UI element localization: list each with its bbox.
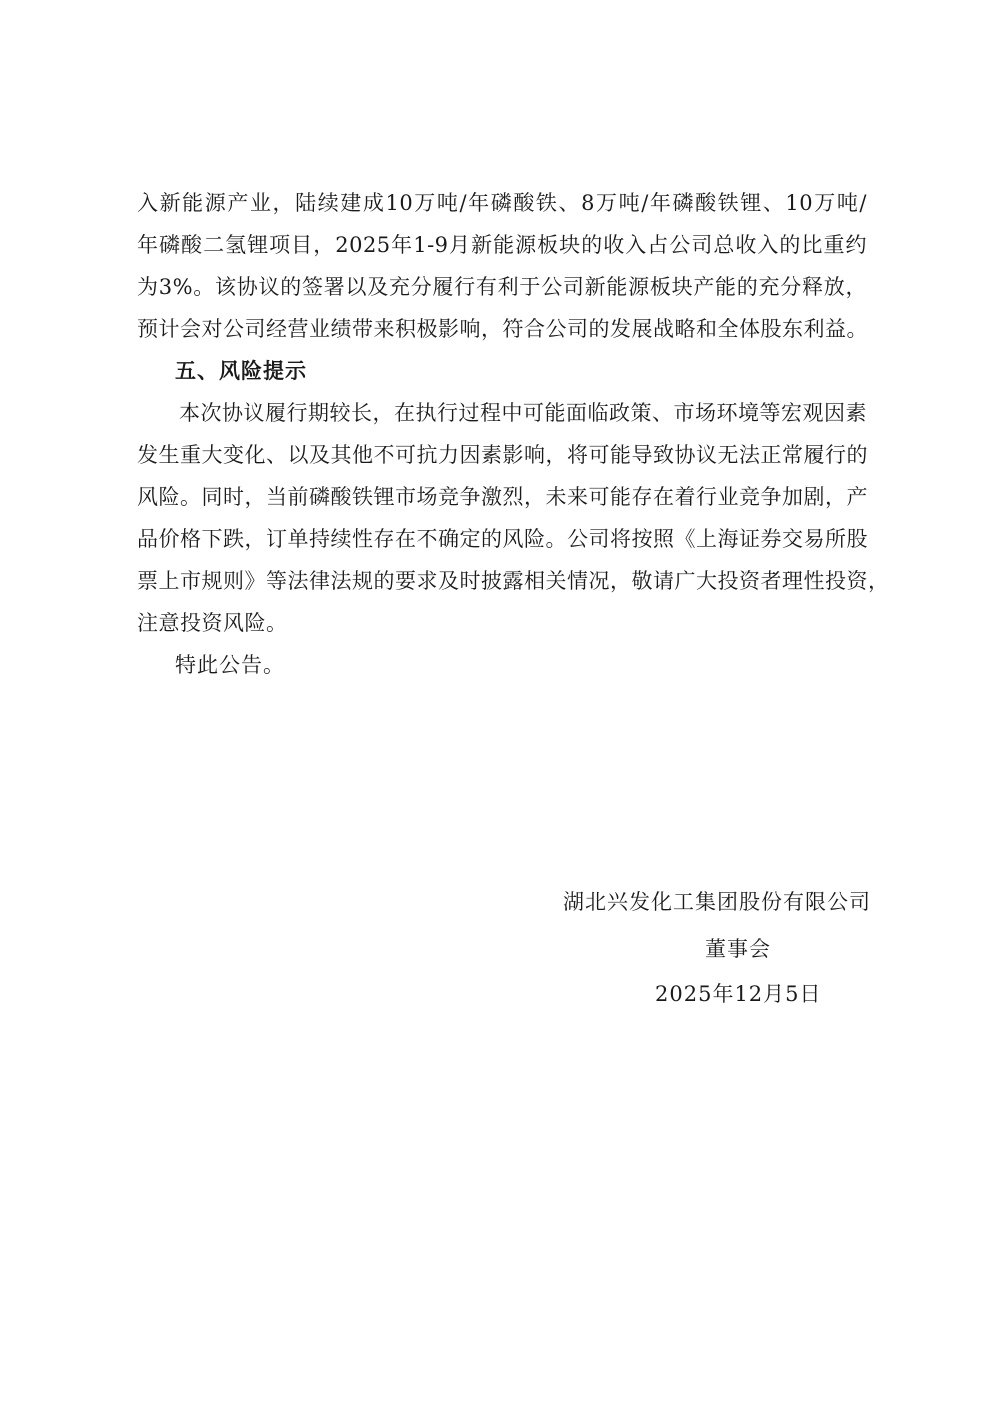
body-line: 发生重大变化、以及其他不可抗力因素影响，将可能导致协议无法正常履行的 [137, 443, 868, 467]
signature-date: 2025年12月5日 [655, 982, 822, 1006]
body-line: 注意投资风险。 [137, 611, 288, 635]
body-line: 品价格下跌，订单持续性存在不确定的风险。公司将按照《上海证券交易所股 [137, 527, 868, 551]
signature-board: 董事会 [705, 937, 771, 961]
closing-statement: 特此公告。 [175, 653, 285, 677]
body-line: 预计会对公司经营业绩带来积极影响，符合公司的发展战略和全体股东利益。 [137, 317, 868, 341]
section-heading-risk: 五、风险提示 [175, 359, 307, 383]
body-line: 本次协议履行期较长，在执行过程中可能面临政策、市场环境等宏观因素 [179, 401, 867, 425]
body-line: 票上市规则》等法律法规的要求及时披露相关情况，敬请广大投资者理性投资， [137, 569, 890, 593]
document-body [137, 182, 890, 686]
body-line: 风险。同时，当前磷酸铁锂市场竞争激烈，未来可能存在着行业竞争加剧，产 [137, 485, 868, 509]
body-line: 入新能源产业，陆续建成10万吨/年磷酸铁、8万吨/年磷酸铁锂、10万吨/ [137, 191, 867, 215]
body-line: 年磷酸二氢锂项目，2025年1-9月新能源板块的收入占公司总收入的比重约 [137, 233, 867, 257]
body-line: 为3%。该协议的签署以及充分履行有利于公司新能源板块产能的充分释放， [137, 275, 867, 299]
signature-company: 湖北兴发化工集团股份有限公司 [563, 890, 871, 914]
